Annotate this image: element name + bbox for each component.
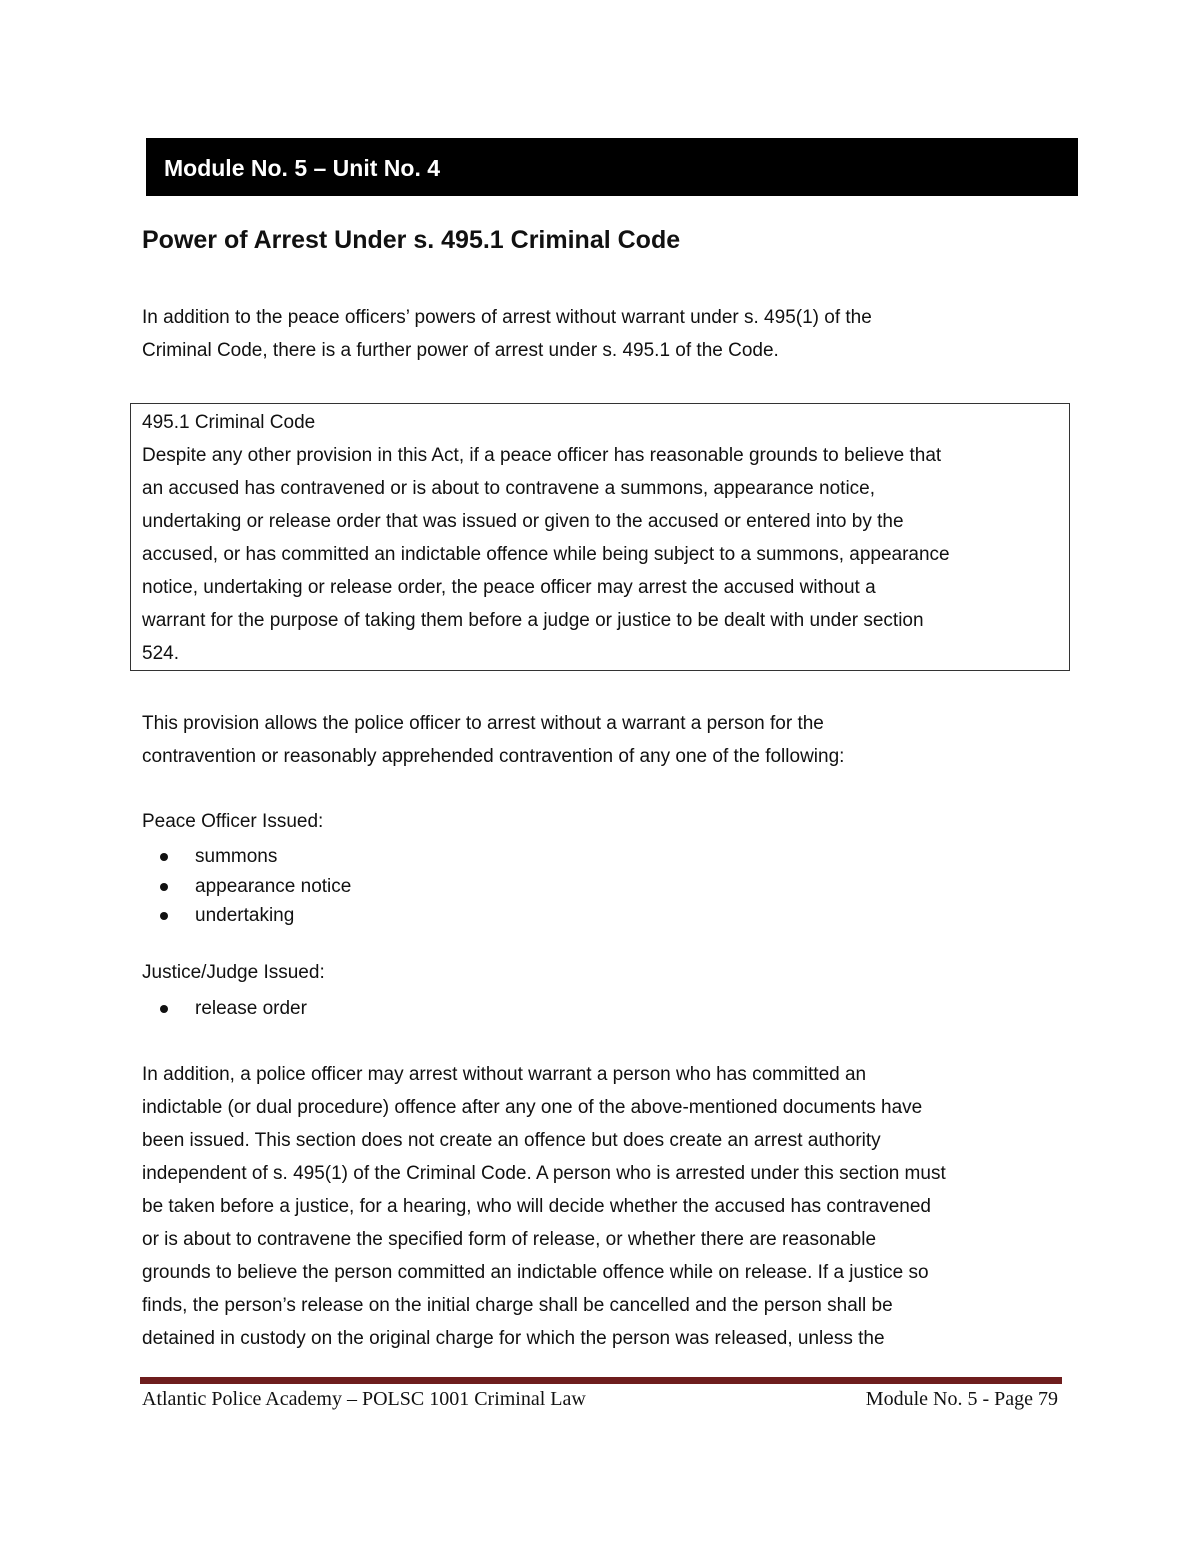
quote-line: notice, undertaking or release order, the peace officer may arrest the accused without a: [142, 577, 876, 598]
text-line: independent of s. 495(1) of the Criminal Code. A person who is arrested under this section must: [142, 1163, 946, 1184]
closing-paragraph: [142, 1058, 1072, 1355]
quote-line: accused, or has committed an indictable offence while being subject to a summons, appearance: [142, 544, 950, 565]
quote-line: warrant for the purpose of taking them before a judge or justice to be dealt with under section: [142, 610, 924, 631]
peace-officer-issued-label: Peace Officer Issued:: [142, 811, 324, 832]
footer-rule: [140, 1377, 1062, 1384]
text-line: In addition, a police officer may arrest without warrant a person who has committed an: [142, 1064, 867, 1085]
justice-judge-issued-label: Justice/Judge Issued:: [142, 962, 325, 983]
list-item: appearance notice: [160, 872, 351, 902]
justice-judge-issued-list: [160, 994, 307, 1024]
list-item: undertaking: [160, 901, 351, 931]
quote-heading: 495.1 Criminal Code: [142, 412, 316, 433]
text-line: detained in custody on the original charge for which the person was released, unless the: [142, 1328, 885, 1349]
text-line: This provision allows the police officer to arrest without a warrant a person for the: [142, 713, 824, 734]
text-line: been issued. This section does not create an offence but does create an arrest authority: [142, 1130, 881, 1151]
bullet-icon: [160, 883, 168, 891]
list-item: summons: [160, 842, 351, 872]
footer-page-number: Module No. 5 - Page 79: [865, 1388, 1058, 1410]
quote-line: 524.: [142, 643, 179, 664]
provision-paragraph: [142, 707, 1072, 773]
bullet-icon: [160, 853, 168, 861]
page-title: Power of Arrest Under s. 495.1 Criminal Code: [142, 226, 681, 254]
text-line: contravention or reasonably apprehended contravention of any one of the following:: [142, 746, 845, 767]
quote-line: Despite any other provision in this Act, if a peace officer has reasonable grounds to believe that: [142, 445, 942, 466]
text-line: finds, the person’s release on the initial charge shall be cancelled and the person shall be: [142, 1295, 893, 1316]
module-banner: Module No. 5 – Unit No. 4: [146, 138, 1078, 196]
peace-officer-issued-list: [160, 842, 351, 931]
text-line: In addition to the peace officers’ powers of arrest without warrant under s. 495(1) of the: [142, 307, 872, 328]
text-line: or is about to contravene the specified form of release, or whether there are reasonable: [142, 1229, 877, 1250]
text-line: indictable (or dual procedure) offence after any one of the above-mentioned documents have: [142, 1097, 923, 1118]
quote-line: an accused has contravened or is about to contravene a summons, appearance notice,: [142, 478, 876, 499]
intro-paragraph: [142, 301, 1072, 367]
statute-quote-box: [130, 403, 1070, 671]
text-line: grounds to believe the person committed an indictable offence while on release. If a justice so: [142, 1262, 929, 1283]
footer-course: Atlantic Police Academy – POLSC 1001 Criminal Law: [142, 1388, 586, 1410]
bullet-icon: [160, 1005, 168, 1013]
list-item: release order: [160, 994, 307, 1024]
text-line: Criminal Code, there is a further power of arrest under s. 495.1 of the Code.: [142, 340, 779, 361]
quote-line: undertaking or release order that was issued or given to the accused or entered into by the: [142, 511, 904, 532]
bullet-icon: [160, 912, 168, 920]
text-line: be taken before a justice, for a hearing, who will decide whether the accused has contravened: [142, 1196, 931, 1217]
